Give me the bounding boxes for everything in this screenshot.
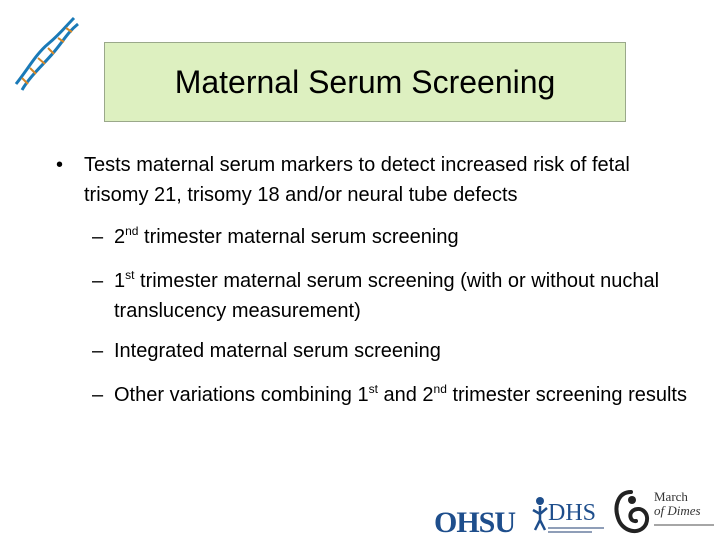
dash-marker: – xyxy=(92,226,104,248)
dhs-logo: DHS xyxy=(548,500,597,526)
sub-item-text: Integrated maternal serum screening xyxy=(114,340,441,362)
ordinal-suffix: st xyxy=(125,268,135,282)
of-dimes-word: of Dimes xyxy=(654,503,701,518)
march-of-dimes-text xyxy=(654,490,720,532)
main-bullet-text: Tests maternal serum markers to detect increased risk of fetal trisomy 21, trisomy 18 and/or neural tube defects xyxy=(84,154,630,206)
sub-item xyxy=(92,336,692,366)
dash-marker: – xyxy=(92,384,104,406)
title-box xyxy=(104,42,626,122)
dash-marker: – xyxy=(92,340,104,362)
footer-logos xyxy=(430,486,720,540)
sub-item-text: and 2 xyxy=(377,384,434,406)
dhs-figure-icon xyxy=(530,496,550,532)
sub-item xyxy=(92,380,692,410)
sub-item-text: trimester maternal serum screening (with or without nuchal translucency measurement) xyxy=(114,270,660,322)
ordinal-suffix: nd xyxy=(125,224,139,238)
sub-item-text: Other variations combining 1 xyxy=(114,384,369,406)
sub-item xyxy=(92,222,692,252)
page-title: Maternal Serum Screening xyxy=(174,63,556,100)
ordinal-number: 1 xyxy=(114,270,126,292)
main-bullet xyxy=(56,150,696,210)
dhs-subtitle-lines xyxy=(548,526,604,534)
ordinal-suffix: st xyxy=(368,382,378,396)
sub-item xyxy=(92,266,692,326)
dna-icon xyxy=(8,14,80,92)
bullet-marker: • xyxy=(56,154,64,176)
ordinal-suffix: nd xyxy=(433,382,447,396)
sub-item-text: trimester screening results xyxy=(446,384,687,406)
tagline-lines xyxy=(654,521,716,529)
sub-item-text: trimester maternal serum screening xyxy=(138,226,459,248)
ohsu-logo: OHSU xyxy=(434,506,516,539)
dash-marker: – xyxy=(92,270,104,292)
march-word: March xyxy=(654,489,688,504)
ordinal-number: 2 xyxy=(114,226,126,248)
march-of-dimes-logo xyxy=(610,488,652,538)
